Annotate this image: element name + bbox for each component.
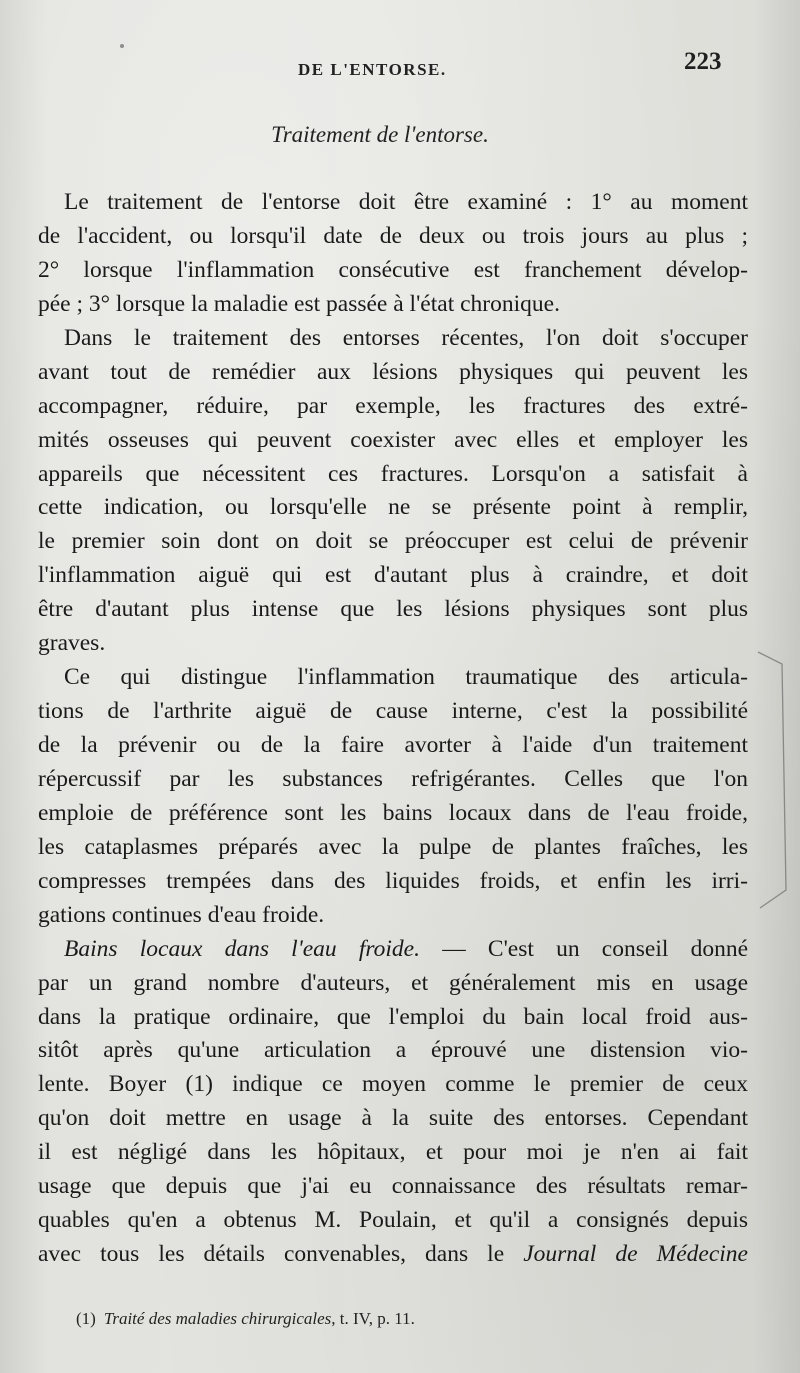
text-line: gations continues d'eau froide. bbox=[38, 901, 325, 928]
text-line: par un grand nombre d'auteurs, et généralement mis en usage bbox=[38, 969, 748, 996]
lead-rest: — C'est un conseil donné bbox=[420, 935, 749, 962]
text-line: graves. bbox=[38, 630, 106, 657]
page-number: 223 bbox=[684, 48, 722, 75]
text-line: compresses trempées dans des liquides froids, et enfin les irri- bbox=[38, 867, 748, 894]
text-line: emploie de préférence sont les bains locaux dans de l'eau froide, bbox=[38, 799, 748, 826]
running-title: DE L'ENTORSE. bbox=[298, 60, 447, 79]
text-line: Le traitement de l'entorse doit être examiné : 1° au moment bbox=[64, 189, 748, 215]
body-text bbox=[38, 186, 748, 1272]
text-line: quables qu'en a obtenus M. Poulain, et qu'il a consignés depuis bbox=[38, 1207, 748, 1234]
text-line: lente. Boyer (1) indique ce moyen comme le premier de ceux bbox=[38, 1071, 748, 1098]
text-line: pée ; 3° lorsque la maladie est passée à l'état chronique. bbox=[38, 290, 560, 317]
text-line: Ce qui distingue l'inflammation traumatique des articula- bbox=[64, 664, 748, 691]
text-line bbox=[38, 1238, 748, 1272]
text-line: l'inflammation aiguë qui est d'autant plus à craindre, et doit bbox=[38, 562, 748, 589]
text-line: le premier soin dont on doit se préoccuper est celui de prévenir bbox=[38, 528, 748, 555]
text-line: 2° lorsque l'inflammation consécutive est franchement dévelop- bbox=[38, 256, 748, 283]
margin-bracket bbox=[752, 650, 792, 912]
journal-title: Journal de Médecine bbox=[523, 1241, 748, 1268]
footnote-rest: , t. IV, p. 11. bbox=[331, 1309, 415, 1328]
text-line: tions de l'arthrite aiguë de cause interne, c'est la possibilité bbox=[38, 698, 748, 725]
final-line-start: avec tous les détails convenables, dans le bbox=[38, 1241, 524, 1268]
text-line: les cataplasmes préparés avec la pulpe de plantes fraîches, les bbox=[38, 833, 748, 860]
text-line: être d'autant plus intense que les lésions physiques sont plus bbox=[38, 596, 748, 623]
text-line: appareils que nécessitent ces fractures. Lorsqu'on a satisfait à bbox=[38, 460, 748, 487]
footnote-title: Traité des maladies chirurgicales bbox=[103, 1309, 332, 1328]
text-line: mités osseuses qui peuvent coexister avec elles et employer les bbox=[38, 426, 748, 453]
text-line: répercussif par les substances refrigérantes. Celles que l'on bbox=[38, 765, 748, 792]
text-line: Dans le traitement des entorses récentes, l'on doit s'occuper bbox=[64, 324, 748, 351]
text-line: cette indication, ou lorsqu'elle ne se présente point à remplir, bbox=[38, 494, 748, 521]
text-line: de la prévenir ou de la faire avorter à l'aide d'un traitement bbox=[38, 732, 748, 758]
text-line: qu'on doit mettre en usage à la suite des entorses. Cependant bbox=[38, 1105, 748, 1132]
text-line: avant tout de remédier aux lésions physiques qui peuvent les bbox=[38, 358, 748, 385]
text-line: dans la pratique ordinaire, que l'emploi du bain local froid aus- bbox=[38, 1003, 748, 1030]
text-line: accompagner, réduire, par exemple, les fractures des extré- bbox=[38, 392, 748, 419]
text-line: usage que depuis que j'ai eu connaissance des résultats remar- bbox=[38, 1173, 748, 1200]
text-line: il est négligé dans les hôpitaux, et pour moi je n'en ai fait bbox=[38, 1139, 748, 1166]
section-title: Traitement de l'entorse. bbox=[271, 122, 489, 147]
page-header bbox=[0, 48, 800, 88]
subsection-lead: Bains locaux dans l'eau froide. bbox=[64, 935, 420, 962]
footnote bbox=[76, 1309, 415, 1329]
footnote-ref: (1) bbox=[76, 1309, 96, 1328]
text-line: sitôt après qu'une articulation a éprouvé une distension vio- bbox=[38, 1037, 748, 1064]
text-line: de l'accident, ou lorsqu'il date de deux ou trois jours au plus ; bbox=[38, 222, 748, 249]
text-line bbox=[38, 933, 748, 967]
